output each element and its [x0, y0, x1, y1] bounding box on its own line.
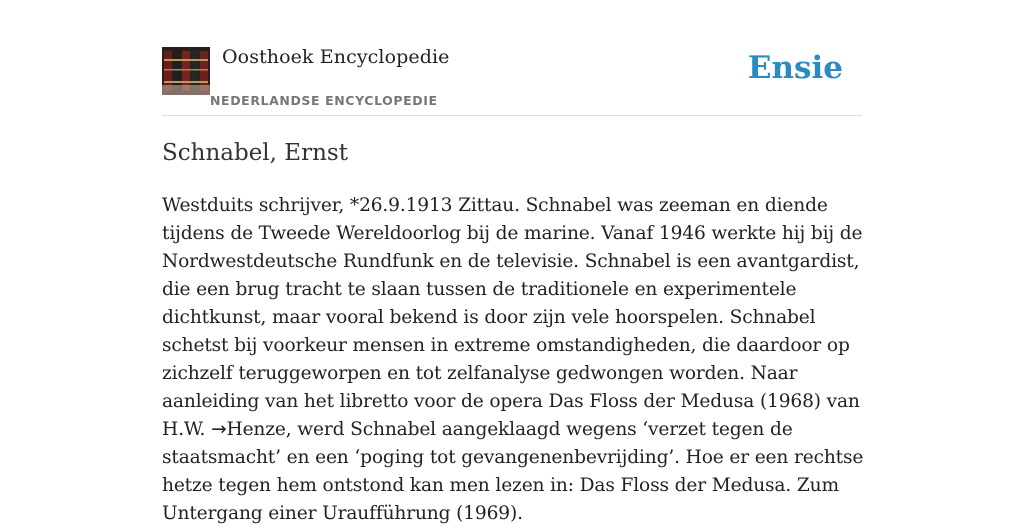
encyclopedia-books-icon[interactable] — [162, 47, 210, 95]
cross-reference-link-henze[interactable]: Henze — [226, 419, 286, 440]
site-header — [162, 46, 862, 116]
article-body — [162, 192, 866, 528]
header-divider — [162, 115, 862, 116]
article-text-part-2: , werd Schnabel aangeklaagd wegens ‘verzet tegen de staatsmacht’ en een ‘poging tot gevangenenbevrijding’. Hoe er een rechtse hetze tegen hem ontstond kan men lezen in: Das Floss der Medusa. Zum Untergang einer Uraufführung (1969). — [162, 419, 864, 524]
brand-logo-link[interactable]: Ensie — [747, 50, 843, 86]
reference-arrow-icon: → — [211, 419, 227, 440]
site-name[interactable]: Oosthoek Encyclopedie — [222, 46, 450, 68]
article-text-part-1: Westduits schrijver, *26.9.1913 Zittau. Schnabel was zeeman en diende tijdens de Tweede Wereldoorlog bij de marine. Vanaf 1946 werkte hij bij de Nordwestdeutsche Rundfunk en de televisie. Schnabel is een avantgardist, die een brug tracht te slaan tussen de traditionele en experimentele dichtkunst, maar vooral bekend is door zijn vele hoorspelen. Schnabel schetst bij voorkeur mensen in extreme omstandigheden, die daardoor op zichzelf teruggeworpen en tot zelfanalyse gedwongen worden. Naar aanleiding van het libretto voor de opera Das Floss der Medusa (1968) van H.W. — [162, 195, 863, 440]
article-title: Schnabel, Ernst — [162, 140, 348, 166]
site-subtitle: NEDERLANDSE ENCYCLOPEDIE — [210, 93, 438, 108]
